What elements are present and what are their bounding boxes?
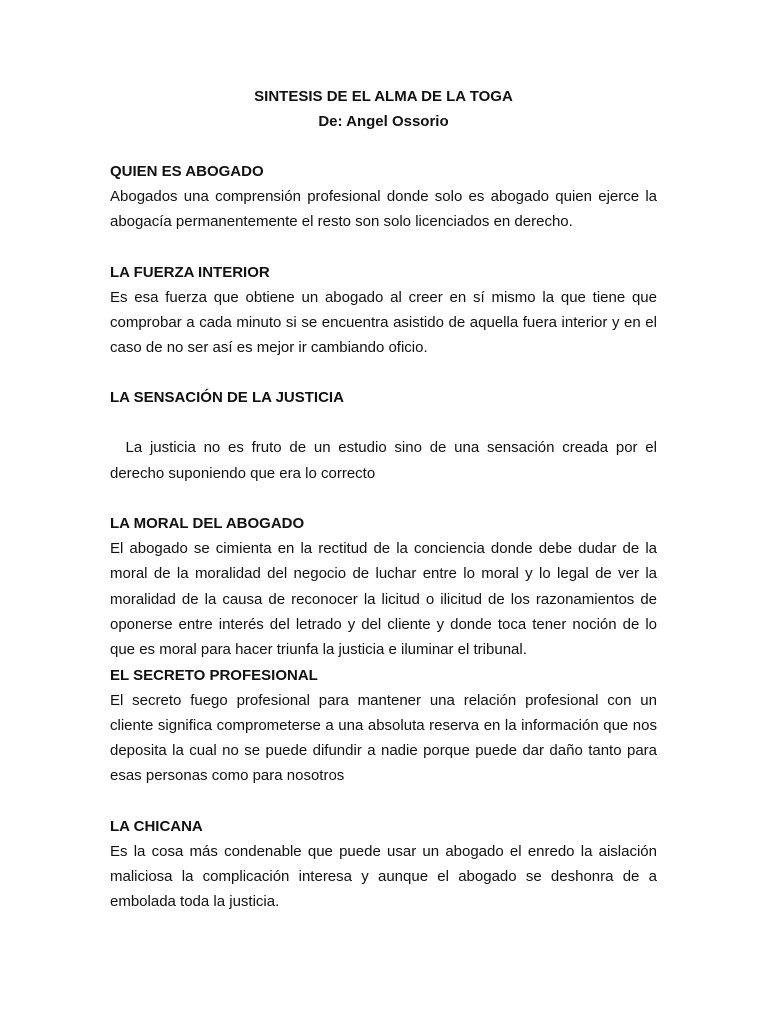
section-paragraph: La justicia no es fruto de un estudio sino de una sensación creada por el derecho suponiendo que era lo correcto — [110, 439, 657, 482]
section-heading: LA MORAL DEL ABOGADO — [110, 515, 305, 533]
section-paragraph: Abogados una comprensión profesional donde solo es abogado quien ejerce la abogacía permanentemente el resto son solo licenciados en derecho. — [110, 188, 657, 231]
spacer — [110, 134, 657, 159]
section-paragraph: Es esa fuerza que obtiene un abogado al creer en sí mismo la que tiene que comprobar a cada minuto si se encuentra asistido de aquella fuera interior y en el caso de no ser así es mejor ir cambiando oficio. — [110, 288, 657, 357]
spacer — [110, 410, 657, 435]
section-paragraph: El abogado se cimienta en la rectitud de la conciencia donde debe dudar de la moral de la moralidad del negocio de luchar entre lo moral y lo legal de ver la moralidad de la causa de reconocer la licitud o ilicitud de los razonamientos de oponerse entre interés del letrado y del cliente y donde toca tener noción de lo que es moral para hacer triunfa la justicia e iluminar el tribunal. — [110, 540, 657, 659]
spacer — [110, 789, 657, 814]
section-paragraph: Es la cosa más condenable que puede usar un abogado el enredo la aislación maliciosa la complicación interesa y aunque el abogado se deshonra de a embolada toda la justicia. — [110, 842, 657, 911]
spacer — [110, 486, 657, 511]
section-heading: LA FUERZA INTERIOR — [110, 263, 270, 281]
section-paragraph: El secreto fuego profesional para mantener una relación profesional con un cliente significa comprometerse a una absoluta reserva en la información que nos deposita la cual no se puede difundir a nadie porque puede dar daño tanto para esas personas como para nosotros — [110, 691, 657, 785]
section-heading: LA SENSACIÓN DE LA JUSTICIA — [110, 389, 344, 407]
document-title: SINTESIS DE EL ALMA DE LA TOGA — [254, 88, 513, 105]
document-author: De: Angel Ossorio — [318, 113, 449, 130]
spacer — [110, 235, 657, 260]
section-heading: LA CHICANA — [110, 817, 203, 835]
spacer — [110, 360, 657, 385]
document-page — [110, 84, 657, 915]
section-heading: EL SECRETO PROFESIONAL — [110, 666, 318, 684]
section-heading: QUIEN ES ABOGADO — [110, 163, 264, 180]
